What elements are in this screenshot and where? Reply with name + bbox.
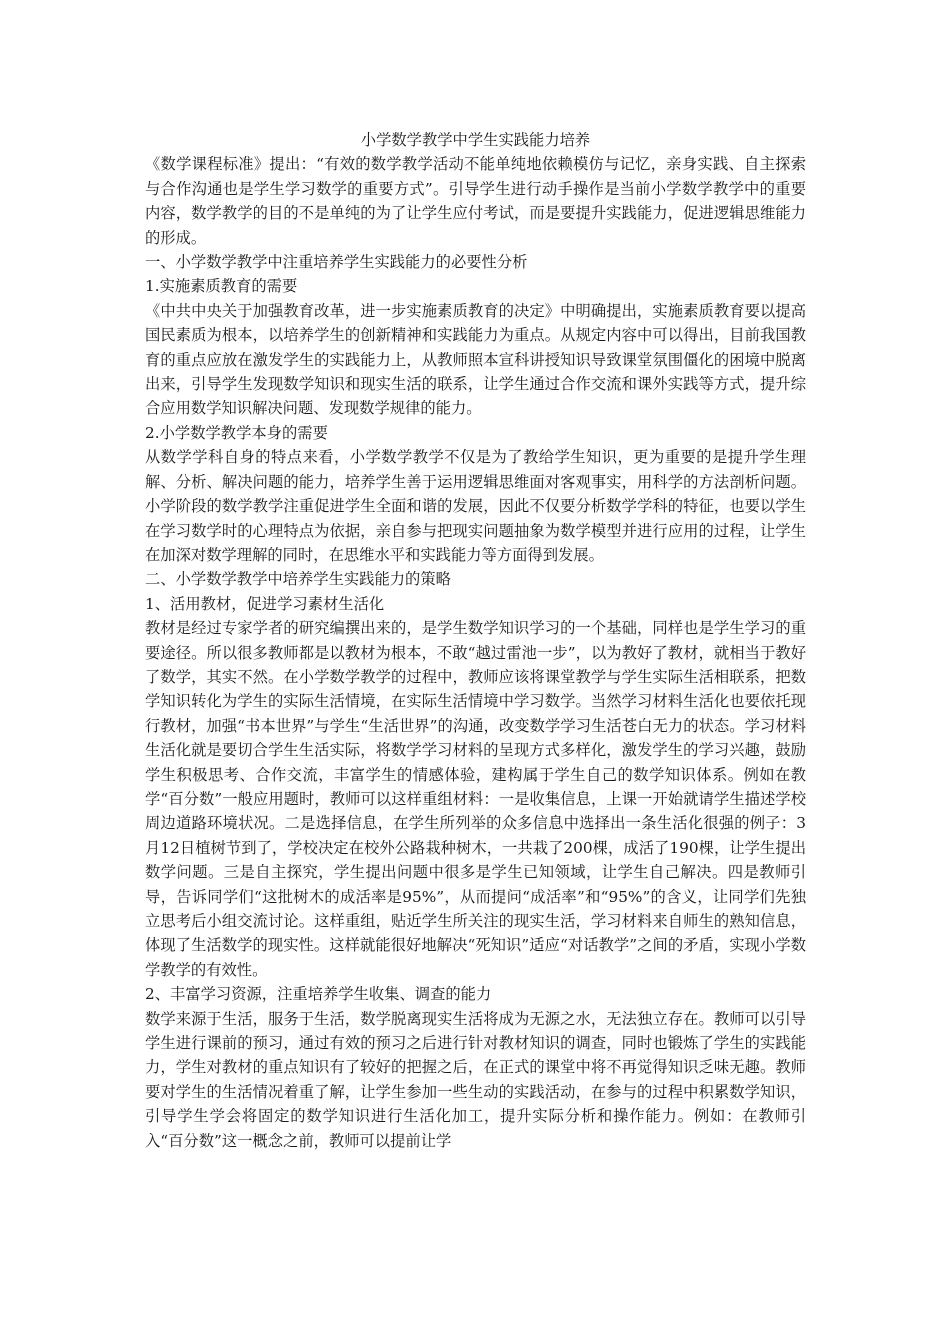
paragraph: 从数学学科自身的特点来看，小学数学教学不仅是为了教给学生知识，更为重要的是提升学生理解、分析、解决问题的能力，培养学生善于运用逻辑思维面对客观事实，用科学的方法剖析问题。小学阶段的数学教学注重促进学生全面和谐的发展，因此不仅要分析数学学科的特征，也要以学生在学习数学时的心理特点为依据，亲自参与把现实问题抽象为数学模型并进行应用的过程，让学生在加深对数学理解的同时，在思维水平和实践能力等方面得到发展。 bbox=[145, 448, 806, 564]
section-heading: 1、活用教材，促进学习素材生活化 bbox=[145, 594, 385, 613]
section-heading: 二、小学数学教学中培养学生实践能力的策略 bbox=[145, 570, 451, 589]
document-title: 小学数学教学中学生实践能力培养 bbox=[360, 131, 591, 149]
section-heading: 一、小学数学教学中注重培养学生实践能力的必要性分析 bbox=[145, 253, 528, 272]
document-page bbox=[145, 128, 806, 1153]
section-heading: 2.小学数学教学本身的需要 bbox=[145, 423, 328, 442]
paragraph: 《数学课程标准》提出：“有效的数学教学活动不能单纯地依赖模仿与记忆，亲身实践、自主探索与合作沟通也是学生学习数学的重要方式”。引导学生进行动手操作是当前小学数学教学中的重要内容，数学教学的目的不是单纯的为了让学生应付考试，而是要提升实践能力，促进逻辑思维能力的形成。 bbox=[145, 155, 806, 247]
paragraph: 数学来源于生活，服务于生活，数学脱离现实生活将成为无源之水，无法独立存在。教师可以引导学生进行课前的预习，通过有效的预习之后进行针对教材知识的调查，同时也锻炼了学生的实践能力，学生对教材的重点知识有了较好的把握之后，在正式的课堂中将不再觉得知识乏味无趣。教师要对学生的生活情况着重了解，让学生参加一些生动的实践活动，在参与的过程中积累数学知识，引导学生学会将固定的数学知识进行生活化加工，提升实际分析和操作能力。例如：在教师引入“百分数”这一概念之前，教师可以提前让学 bbox=[145, 1009, 806, 1150]
paragraph: 《中共中央关于加强教育改革，进一步实施素质教育的决定》中明确提出，实施素质教育要以提高国民素质为根本，以培养学生的创新精神和实践能力为重点。从规定内容中可以得出，目前我国教育的重点应放在激发学生的实践能力上，从教师照本宣科讲授知识导致课堂氛围僵化的困境中脱离出来，引导学生发现数学知识和现实生活的联系，让学生通过合作交流和课外实践等方式，提升综合应用数学知识解决问题、发现数学规律的能力。 bbox=[145, 301, 806, 418]
paragraph: 教材是经过专家学者的研究编撰出来的，是学生数学知识学习的一个基础，同样也是学生学习的重要途径。所以很多教师都是以教材为根本，不敢“越过雷池一步”，以为教好了教材，就相当于教好了数学，其实不然。在小学数学教学的过程中，教师应该将课堂教学与学生实际生活相联系，把数学知识转化为学生的实际生活情境，在实际生活情境中学习数学。当然学习材料生活化也要依托现行教材，加强“书本世界”与学生“生活世界”的沟通，改变数学学习生活苍白无力的状态。学习材料生活化就是要切合学生生活实际，将数学学习材料的呈现方式多样化，激发学生的学习兴趣，鼓励学生积极思考、合作交流，丰富学生的情感体验，建构属于学生自己的数学知识体系。例如在教学“百分数”一般应用题时，教师可以这样重组材料：一是收集信息，上课一开始就请学生描述学校周边道路环境状况。二是选择信息，在学生所列举的众多信息中选择出一条生活化很强的例子：3月12日植树节到了，学校决定在校外公路栽种树木，一共栽了200棵，成活了190棵，让学生提出数学问题。三是自主探究，学生提出问题中很多是学生已知领域，让学生自己解决。四是教师引导，告诉同学们“这批树木的成活率是95%”，从而提问“成活率”和“95%”的含义，让同学们先独立思考后小组交流讨论。这样重组，贴近学生所关注的现实生活，学习材料来自师生的熟知信息，体现了生活数学的现实性。这样就能很好地解决“死知识”适应“对话教学”之间的矛盾，实现小学数学教学的有效性。 bbox=[145, 619, 806, 979]
section-heading: 1.实施素质教育的需要 bbox=[145, 277, 298, 296]
document-body bbox=[145, 152, 806, 1153]
section-heading: 2、丰富学习资源，注重培养学生收集、调查的能力 bbox=[145, 985, 492, 1004]
